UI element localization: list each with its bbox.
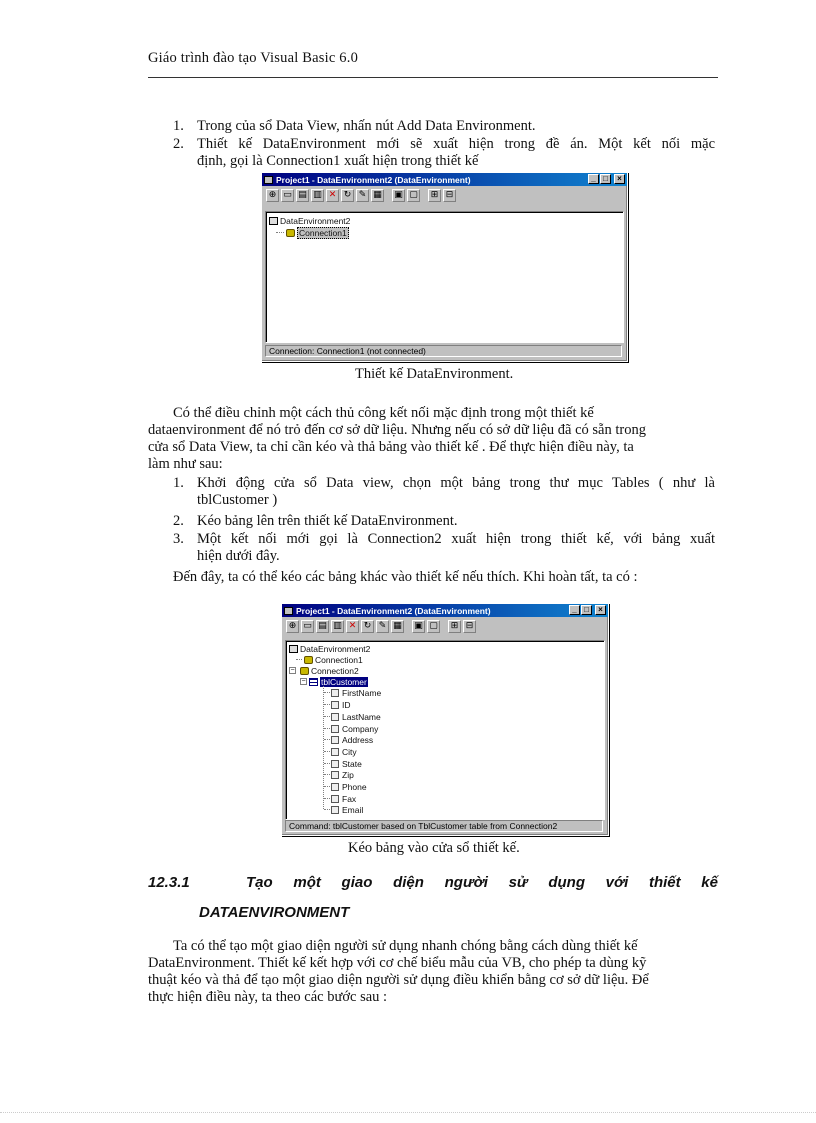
tree-item-label: Connection1 <box>315 654 363 665</box>
window-title: Project1 - DataEnvironment2 (DataEnvironment) <box>296 605 491 616</box>
arrange-by-objects-icon[interactable]: ⊟ <box>463 620 476 633</box>
field-icon <box>331 760 339 768</box>
tree-item-field[interactable] <box>324 769 354 780</box>
tree-item-field[interactable] <box>324 734 373 745</box>
design-icon[interactable]: ✎ <box>376 620 389 633</box>
status-bar: Command: tblCustomer based on TblCustomer table from Connection2 <box>285 820 603 832</box>
figure-caption: Thiết kế DataEnvironment. <box>355 366 514 382</box>
tree-item-label: DataEnvironment2 <box>300 643 371 654</box>
add-connection-icon[interactable]: ⊕ <box>266 189 279 202</box>
options-icon[interactable]: ▢ <box>427 620 440 633</box>
add-command-icon[interactable]: ▭ <box>281 189 294 202</box>
list-number: 2. <box>173 513 184 529</box>
maximize-button[interactable]: □ <box>581 605 592 615</box>
tree-item-field[interactable] <box>324 804 363 815</box>
arrange-by-objects-icon[interactable]: ⊟ <box>443 189 456 202</box>
list-item <box>173 475 718 509</box>
options-icon[interactable]: ▢ <box>407 189 420 202</box>
insert-stored-procedure-icon[interactable]: ▤ <box>316 620 329 633</box>
field-label: City <box>342 746 357 757</box>
field-icon <box>331 701 339 709</box>
status-bar: Connection: Connection1 (not connected) <box>265 345 622 357</box>
refresh-icon[interactable]: ↻ <box>361 620 374 633</box>
tree-item-label: DataEnvironment2 <box>280 215 351 226</box>
paragraph-line: Ta có thể tạo một giao diện người sử dụng nhanh chóng bằng cách dùng thiết kế <box>173 938 638 954</box>
tree-item-field[interactable] <box>324 746 357 757</box>
tree-connector <box>276 232 284 233</box>
field-label: ID <box>342 699 351 710</box>
paragraph-line: làm như sau: <box>148 456 223 472</box>
view-code-icon[interactable]: ▣ <box>412 620 425 633</box>
field-icon <box>331 748 339 756</box>
window-titlebar[interactable] <box>262 173 627 186</box>
connection-icon <box>286 229 295 237</box>
field-label: State <box>342 758 362 769</box>
tree-item-field[interactable] <box>324 793 356 804</box>
field-label: Phone <box>342 781 367 792</box>
table-icon <box>309 678 318 686</box>
paragraph-line: thực hiện điều này, ta theo các bước sau : <box>148 989 388 1005</box>
field-icon <box>331 806 339 814</box>
data-environment-icon <box>289 645 298 653</box>
list-text: tblCustomer ) <box>197 492 278 508</box>
tree-item-field[interactable] <box>324 711 381 722</box>
field-label: Company <box>342 723 379 734</box>
tree-item-connection[interactable] <box>276 227 349 238</box>
minimize-button[interactable]: _ <box>588 174 599 184</box>
view-code-icon[interactable]: ▣ <box>392 189 405 202</box>
data-environment-window-expanded <box>281 603 609 836</box>
app-icon <box>264 176 273 184</box>
field-icon <box>331 689 339 697</box>
list-text: hiện dưới đây. <box>197 548 280 564</box>
add-child-command-icon[interactable]: ▥ <box>311 189 324 202</box>
maximize-button[interactable]: □ <box>600 174 611 184</box>
tree-item-label: tblCustomer <box>321 676 367 687</box>
list-text: Kéo bảng lên trên thiết kế DataEnvironment. <box>197 513 458 529</box>
field-icon <box>331 713 339 721</box>
tree-item-connection[interactable] <box>289 665 359 676</box>
paragraph <box>148 938 718 1006</box>
field-icon <box>331 736 339 744</box>
paragraph-line: thuật kéo và thả để tạo một giao diện người sử dụng điều khiển bằng cơ sở dữ liệu. Để <box>148 972 649 988</box>
tree-view[interactable] <box>265 211 624 343</box>
list-number: 3. <box>173 531 184 547</box>
field-icon <box>331 771 339 779</box>
tree-item-root[interactable] <box>289 643 370 654</box>
paragraph-line: DataEnvironment. Thiết kế kết hợp với cơ chế biểu mẫu của VB, cho phép ta dùng kỹ <box>148 955 647 971</box>
field-label: FirstName <box>342 687 382 698</box>
properties-icon[interactable]: ▦ <box>371 189 384 202</box>
field-icon <box>331 783 339 791</box>
field-label: LastName <box>342 711 381 722</box>
list-text: Thiết kế DataEnvironment mới sẽ xuất hiện trong đề án. Một kết nối mặc <box>197 136 715 152</box>
tree-view[interactable] <box>285 640 605 820</box>
page-bottom-rule <box>0 1112 816 1113</box>
collapse-icon[interactable]: − <box>301 678 306 685</box>
field-icon <box>331 795 339 803</box>
field-icon <box>331 725 339 733</box>
app-icon <box>284 607 293 615</box>
tree-connector <box>296 659 302 660</box>
close-button[interactable]: × <box>595 605 606 615</box>
collapse-icon[interactable]: − <box>290 667 295 674</box>
field-label: Address <box>342 734 374 745</box>
header-rule <box>148 77 718 78</box>
figure-caption: Kéo bảng vào cửa sổ thiết kế. <box>348 840 520 856</box>
add-command-icon[interactable]: ▭ <box>301 620 314 633</box>
list-text: Khởi động cửa sổ Data view, chọn một bảng trong thư mục Tables ( như là <box>197 475 715 491</box>
list-text: Trong của sổ Data View, nhấn nút Add Data Environment. <box>197 118 536 134</box>
field-label: Email <box>342 804 364 815</box>
add-connection-icon[interactable]: ⊕ <box>286 620 299 633</box>
running-header: Giáo trình đào tạo Visual Basic 6.0 <box>148 50 359 66</box>
properties-icon[interactable]: ▦ <box>391 620 404 633</box>
refresh-icon[interactable]: ↻ <box>341 189 354 202</box>
close-button[interactable]: × <box>614 174 625 184</box>
delete-icon[interactable]: ✕ <box>326 189 339 202</box>
minimize-button[interactable]: _ <box>569 605 580 615</box>
connection-icon <box>300 667 309 675</box>
paragraph-line: cửa sổ Data View, ta chỉ cần kéo và thả bảng vào thiết kế . Để thực hiện điều này, ta <box>148 439 634 455</box>
tree-item-table[interactable] <box>300 676 368 687</box>
tree-item-field[interactable] <box>324 758 362 769</box>
paragraph: Đến đây, ta có thể kéo các bảng khác vào thiết kế nếu thích. Khi hoàn tất, ta có : <box>173 569 638 585</box>
design-icon[interactable]: ✎ <box>356 189 369 202</box>
arrange-by-connections-icon[interactable]: ⊞ <box>448 620 461 633</box>
data-environment-icon <box>269 217 278 225</box>
list-item <box>173 531 718 565</box>
field-label: Fax <box>342 793 357 804</box>
toolbar <box>262 186 627 204</box>
paragraph-line: dataenvironment để nó trỏ đến cơ sở dữ liệu. Nhưng nếu có sở dữ liệu đã có sẵn trong <box>148 422 646 438</box>
list-number: 1. <box>173 475 184 491</box>
tree-item-field[interactable] <box>324 687 381 698</box>
tree-item-root[interactable] <box>269 215 350 226</box>
field-label: Zip <box>342 769 354 780</box>
paragraph-line: Có thể điều chỉnh một cách thủ công kết nối mặc định trong một thiết kế <box>173 405 594 421</box>
section-title: Tạo một giao diện người sử dụng với thiết kế <box>246 874 718 891</box>
window-title: Project1 - DataEnvironment2 (DataEnvironment) <box>276 174 471 185</box>
section-number: 12.3.1 <box>148 874 190 891</box>
tree-item-field[interactable] <box>324 699 351 710</box>
arrange-by-connections-icon[interactable]: ⊞ <box>428 189 441 202</box>
tree-item-connection[interactable] <box>296 654 363 665</box>
toolbar <box>282 617 608 635</box>
add-child-command-icon[interactable]: ▥ <box>331 620 344 633</box>
window-titlebar[interactable] <box>282 604 608 617</box>
tree-item-label: Connection2 <box>311 665 359 676</box>
list-item <box>173 136 718 170</box>
data-environment-window <box>261 172 628 362</box>
tree-item-label: Connection1 <box>299 227 347 238</box>
section-title-continued: DATAENVIRONMENT <box>199 904 350 921</box>
list-text: Một kết nối mới gọi là Connection2 xuất hiện trong thiết kế, với bảng xuất <box>197 531 715 547</box>
connection-icon <box>304 656 313 664</box>
delete-icon[interactable]: ✕ <box>346 620 359 633</box>
list-number: 1. <box>173 118 184 134</box>
list-text: định, gọi là Connection1 xuất hiện trong thiết kế <box>197 153 479 169</box>
tree-item-field[interactable] <box>324 781 367 792</box>
tree-item-field[interactable] <box>324 723 378 734</box>
insert-stored-procedure-icon[interactable]: ▤ <box>296 189 309 202</box>
list-number: 2. <box>173 136 184 152</box>
paragraph <box>148 405 718 473</box>
